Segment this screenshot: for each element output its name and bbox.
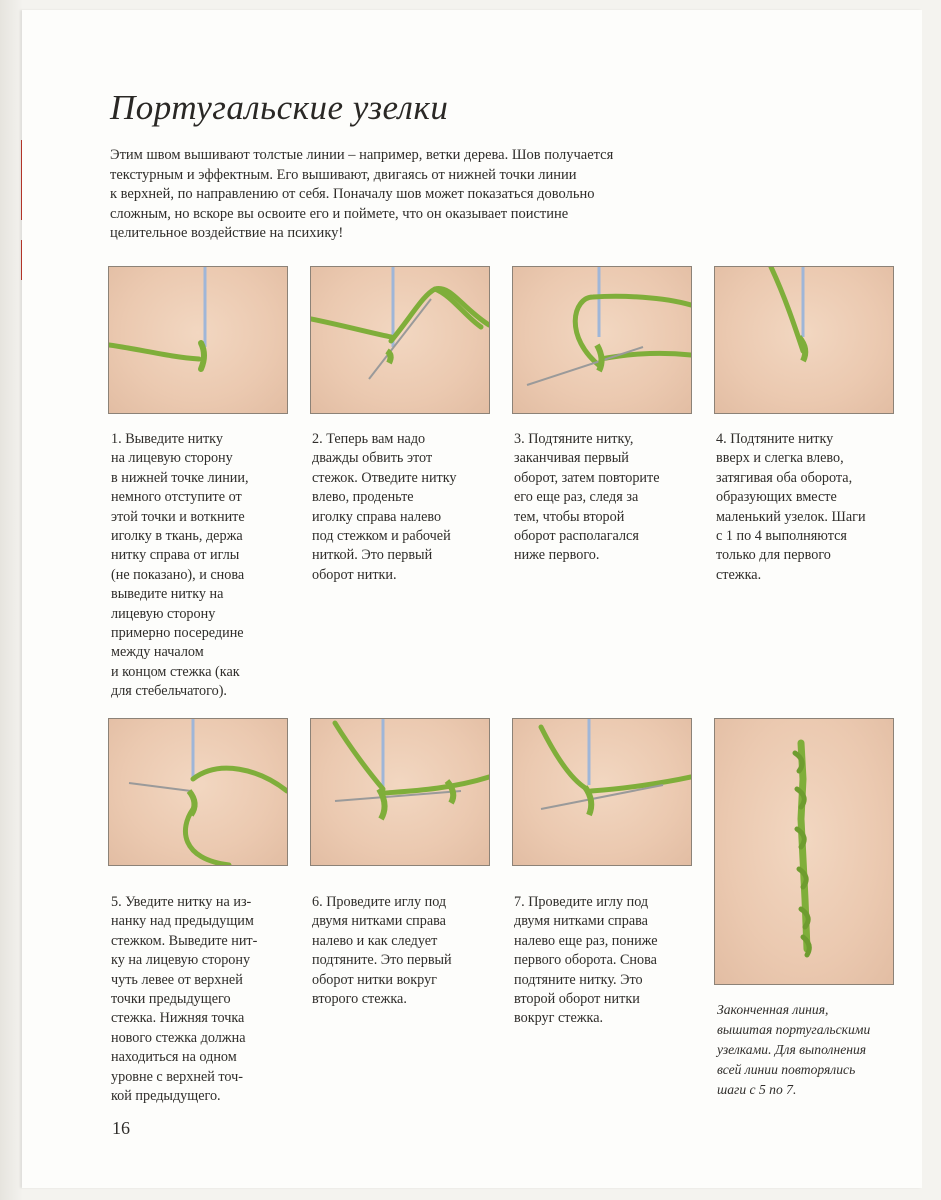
caption-line: узелками. Для выполнения: [717, 1042, 867, 1057]
step-line: оборот располагался: [514, 528, 639, 545]
step-line: стежок. Отведите нитку: [312, 469, 457, 486]
step-6-illustration: [311, 719, 489, 865]
step-4-illustration: [715, 267, 893, 413]
step-line: двумя нитками справа: [514, 913, 648, 930]
thread: [109, 345, 199, 359]
thread: [435, 289, 481, 327]
step-line: 2. Теперь вам надо: [312, 431, 426, 447]
thread: [541, 727, 587, 789]
intro-line: сложным, но вскоре вы освоите его и поймете, что он оказывает поистине: [110, 205, 569, 222]
thread-knot: [201, 343, 204, 369]
step-line: уровне с верхней точ-: [111, 1068, 243, 1085]
step-line: второго стежка.: [312, 991, 407, 1008]
step-line: первого оборота. Снова: [514, 952, 657, 969]
step-line: вокруг стежка.: [514, 1010, 604, 1027]
step-line: оборот нитки вокруг: [312, 971, 437, 988]
step-2-illustration: [311, 267, 489, 413]
step-3-text: [514, 430, 696, 566]
thread: [185, 809, 229, 865]
caption-line: вышитая португальскими: [717, 1022, 871, 1037]
page-title: Португальские узелки: [110, 88, 449, 127]
step-4-text: [716, 430, 898, 585]
step-1-illustration: [109, 267, 287, 413]
thread: [193, 768, 287, 791]
step-line: между началом: [111, 644, 204, 661]
step-3-illustration: [513, 267, 691, 413]
step-line: 7. Проведите иглу под: [514, 894, 649, 910]
step-line: оборот нитки.: [312, 566, 397, 583]
step-line: стежка.: [716, 566, 762, 583]
step-line: заканчивая первый: [514, 450, 629, 467]
step-2-text: [312, 430, 494, 585]
caption-line: шаги с 5 по 7.: [717, 1082, 797, 1097]
step-line: налево и как следует: [312, 932, 438, 949]
step-line: двумя нитками справа: [312, 913, 446, 930]
step-line: чуть левее от верхней: [111, 971, 243, 988]
step-1-text: [111, 430, 293, 702]
step-2-photo: [310, 266, 490, 414]
step-line: стежком. Выведите нит-: [111, 932, 258, 949]
step-line: выведите нитку на: [111, 586, 224, 603]
step-line: немного отступите от: [111, 489, 242, 506]
step-line: иголку справа налево: [312, 508, 442, 525]
step-line: нового стежка должна: [111, 1029, 246, 1046]
step-line: под стежком и рабочей: [312, 528, 451, 545]
step-line: точки предыдущего: [111, 991, 231, 1008]
step-line: для стебельчатого).: [111, 683, 227, 700]
step-line: 3. Подтяните нитку,: [514, 431, 634, 447]
step-line: дважды обвить этот: [312, 450, 433, 467]
step-line: тем, чтобы второй: [514, 508, 625, 525]
step-line: лицевую сторону: [111, 605, 216, 622]
step-5-text: [111, 893, 293, 1106]
step-line: налево еще раз, пониже: [514, 932, 658, 949]
intro-line: Этим швом вышивают толстые линии – например, ветки дерева. Шов получается: [110, 147, 614, 163]
needle: [369, 299, 431, 379]
step-line: затягивая оба оборота,: [716, 469, 853, 486]
step-line: ниткой. Это первый: [312, 547, 433, 564]
step-line: 4. Подтяните нитку: [716, 431, 834, 447]
caption-line: Законченная линия,: [717, 1002, 829, 1017]
step-line: ниже первого.: [514, 547, 600, 564]
step-6-text: [312, 893, 494, 1009]
finished-line-photo: [714, 718, 894, 985]
step-line: подтяните. Это первый: [312, 952, 452, 969]
step-5-illustration: [109, 719, 287, 865]
intro-line: целительное воздействие на психику!: [110, 225, 344, 241]
step-line: ку на лицевую сторону: [111, 952, 251, 969]
intro-line: к верхней, по направлению от себя. Поначалу шов может показаться довольно: [110, 186, 595, 202]
page-number: 16: [112, 1118, 130, 1138]
step-1-photo: [108, 266, 288, 414]
step-line: нанку над предыдущим: [111, 913, 254, 930]
finished-line-illustration: [715, 719, 893, 984]
step-line: иголку в ткань, держа: [111, 528, 243, 545]
thread-knot: [189, 791, 195, 815]
intro-line: текстурным и эффектным. Его вышивают, двигаясь от нижней точки линии: [110, 166, 577, 183]
step-line: 5. Уведите нитку на из-: [111, 894, 252, 910]
step-7-photo: [512, 718, 692, 866]
book-gutter: [0, 0, 22, 1200]
needle: [129, 783, 191, 791]
step-line: этой точки и воткните: [111, 508, 245, 525]
step-line: вверх и слегка влево,: [716, 450, 844, 467]
caption-line: всей линии повторялись: [717, 1062, 856, 1077]
step-line: (не показано), и снова: [111, 566, 245, 583]
step-line: нитку справа от иглы: [111, 547, 240, 564]
step-line: кой предыдущего.: [111, 1088, 221, 1105]
step-line: только для первого: [716, 547, 831, 564]
step-line: образующих вместе: [716, 489, 837, 506]
thread: [335, 723, 383, 789]
step-7-illustration: [513, 719, 691, 865]
step-line: 1. Выведите нитку: [111, 431, 223, 447]
step-line: оборот, затем повторите: [514, 469, 660, 486]
thread: [385, 777, 489, 793]
step-line: маленький узелок. Шаги: [716, 508, 866, 525]
step-4-photo: [714, 266, 894, 414]
thread-knot: [387, 351, 391, 363]
step-line: примерно посередине: [111, 625, 244, 642]
step-3-photo: [512, 266, 692, 414]
step-line: стежка. Нижняя точка: [111, 1010, 245, 1027]
step-6-photo: [310, 718, 490, 866]
thread-knot: [379, 789, 385, 819]
step-line: второй оборот нитки: [514, 991, 640, 1008]
step-line: 6. Проведите иглу под: [312, 894, 447, 910]
step-line: подтяните нитку. Это: [514, 971, 643, 988]
intro-paragraph: [110, 146, 710, 244]
step-5-photo: [108, 718, 288, 866]
step-line: в нижней точке линии,: [111, 469, 249, 486]
step-7-text: [514, 893, 696, 1029]
step-line: находиться на одном: [111, 1049, 237, 1066]
thread: [311, 319, 391, 337]
step-line: и концом стежка (как: [111, 663, 240, 680]
step-line: на лицевую сторону: [111, 450, 233, 467]
step-line: его еще раз, следя за: [514, 489, 639, 506]
finished-line-caption: [717, 1000, 907, 1100]
thread-knot: [597, 345, 602, 371]
step-line: влево, проденьте: [312, 489, 414, 506]
step-line: с 1 по 4 выполняются: [716, 528, 847, 545]
